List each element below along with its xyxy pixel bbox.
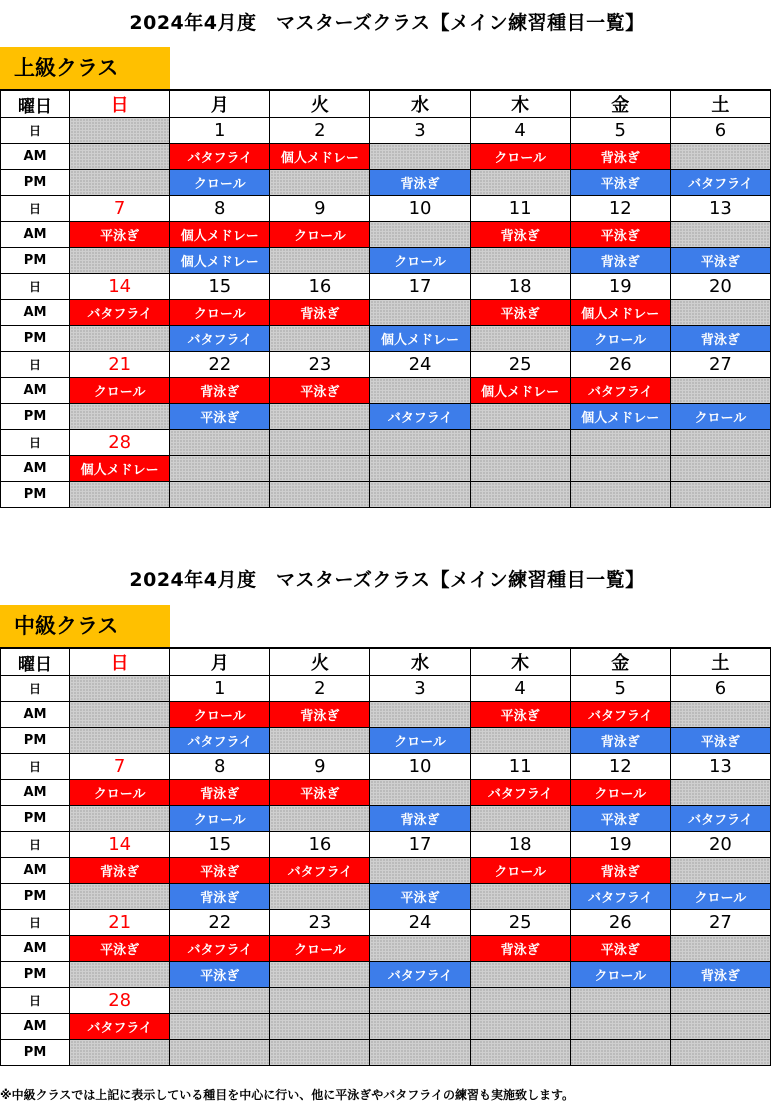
event-cell: バタフライ bbox=[570, 378, 670, 404]
event-cell bbox=[70, 404, 170, 430]
event-cell bbox=[370, 222, 470, 248]
event-cell: バタフライ bbox=[70, 300, 170, 326]
event-cell bbox=[170, 456, 270, 482]
date-row-label: 日 bbox=[1, 754, 70, 780]
weekday-header-label: 曜日 bbox=[1, 90, 70, 118]
event-cell: 平泳ぎ bbox=[370, 884, 470, 910]
date-cell bbox=[670, 430, 770, 456]
footnote: ※中級クラスでは上記に表示している種目を中心に行い、他に平泳ぎやバタフライの練習も実施致します。 bbox=[0, 1088, 574, 1102]
event-cell bbox=[70, 728, 170, 754]
date-cell: 18 bbox=[470, 832, 570, 858]
weekday-header-label: 曜日 bbox=[1, 648, 70, 676]
date-row-label: 日 bbox=[1, 430, 70, 456]
event-cell: クロール bbox=[570, 780, 670, 806]
pm-row-label: PM bbox=[1, 884, 70, 910]
date-cell: 7 bbox=[70, 754, 170, 780]
event-cell bbox=[70, 806, 170, 832]
event-cell bbox=[270, 1014, 370, 1040]
date-cell: 23 bbox=[270, 910, 370, 936]
event-cell bbox=[370, 936, 470, 962]
event-cell bbox=[370, 144, 470, 170]
event-cell bbox=[370, 702, 470, 728]
date-cell: 4 bbox=[470, 676, 570, 702]
date-cell: 7 bbox=[70, 196, 170, 222]
weekday-header: 土 bbox=[670, 90, 770, 118]
date-cell bbox=[170, 988, 270, 1014]
am-row-label: AM bbox=[1, 222, 70, 248]
event-cell bbox=[670, 858, 770, 884]
event-cell bbox=[270, 1040, 370, 1066]
date-cell: 28 bbox=[70, 988, 170, 1014]
date-cell: 4 bbox=[470, 118, 570, 144]
date-cell: 8 bbox=[170, 196, 270, 222]
event-cell bbox=[470, 884, 570, 910]
event-cell: 平泳ぎ bbox=[470, 300, 570, 326]
date-cell: 11 bbox=[470, 196, 570, 222]
date-cell: 19 bbox=[570, 832, 670, 858]
date-cell: 26 bbox=[570, 910, 670, 936]
date-row-label: 日 bbox=[1, 118, 70, 144]
weekday-header: 水 bbox=[370, 648, 470, 676]
date-cell bbox=[270, 988, 370, 1014]
date-row-label: 日 bbox=[1, 196, 70, 222]
event-cell: クロール bbox=[270, 222, 370, 248]
class-badge-intermediate: 中級クラス bbox=[0, 605, 170, 647]
am-row-label: AM bbox=[1, 378, 70, 404]
event-cell: クロール bbox=[170, 806, 270, 832]
weekday-header: 火 bbox=[270, 648, 370, 676]
event-cell: 背泳ぎ bbox=[570, 248, 670, 274]
event-cell: 背泳ぎ bbox=[670, 326, 770, 352]
schedule-table-intermediate bbox=[0, 647, 771, 1066]
date-cell: 9 bbox=[270, 196, 370, 222]
pm-row-label: PM bbox=[1, 248, 70, 274]
date-row-label: 日 bbox=[1, 352, 70, 378]
event-cell bbox=[270, 962, 370, 988]
event-cell: 個人メドレー bbox=[70, 456, 170, 482]
event-cell bbox=[270, 482, 370, 508]
date-cell: 10 bbox=[370, 196, 470, 222]
event-cell: 平泳ぎ bbox=[170, 858, 270, 884]
event-cell: 背泳ぎ bbox=[670, 962, 770, 988]
event-cell bbox=[270, 806, 370, 832]
event-cell bbox=[670, 378, 770, 404]
date-cell: 11 bbox=[470, 754, 570, 780]
date-cell: 3 bbox=[370, 676, 470, 702]
weekday-header: 木 bbox=[470, 90, 570, 118]
event-cell: バタフライ bbox=[70, 1014, 170, 1040]
event-cell: バタフライ bbox=[570, 884, 670, 910]
date-row-label: 日 bbox=[1, 910, 70, 936]
date-cell bbox=[570, 988, 670, 1014]
event-cell bbox=[470, 170, 570, 196]
event-cell: クロール bbox=[370, 248, 470, 274]
date-cell bbox=[370, 988, 470, 1014]
weekday-header: 金 bbox=[570, 648, 670, 676]
event-cell bbox=[70, 170, 170, 196]
event-cell: 個人メドレー bbox=[570, 404, 670, 430]
schedule-table-advanced bbox=[0, 89, 771, 508]
date-cell: 14 bbox=[70, 274, 170, 300]
event-cell: クロール bbox=[470, 144, 570, 170]
date-cell: 8 bbox=[170, 754, 270, 780]
date-cell bbox=[70, 118, 170, 144]
am-row-label: AM bbox=[1, 780, 70, 806]
event-cell bbox=[170, 1014, 270, 1040]
date-cell: 22 bbox=[170, 352, 270, 378]
event-cell: 背泳ぎ bbox=[470, 222, 570, 248]
pm-row-label: PM bbox=[1, 404, 70, 430]
event-cell: 背泳ぎ bbox=[370, 806, 470, 832]
date-cell bbox=[470, 988, 570, 1014]
date-cell: 18 bbox=[470, 274, 570, 300]
event-cell bbox=[670, 1014, 770, 1040]
date-cell: 20 bbox=[670, 832, 770, 858]
event-cell: 平泳ぎ bbox=[170, 962, 270, 988]
date-cell: 16 bbox=[270, 832, 370, 858]
event-cell: 平泳ぎ bbox=[270, 378, 370, 404]
event-cell bbox=[70, 962, 170, 988]
event-cell: クロール bbox=[570, 326, 670, 352]
date-row-label: 日 bbox=[1, 676, 70, 702]
date-cell: 12 bbox=[570, 196, 670, 222]
event-cell: 平泳ぎ bbox=[570, 936, 670, 962]
event-cell bbox=[370, 1040, 470, 1066]
event-cell bbox=[70, 702, 170, 728]
date-cell: 28 bbox=[70, 430, 170, 456]
event-cell: 背泳ぎ bbox=[370, 170, 470, 196]
date-cell: 10 bbox=[370, 754, 470, 780]
date-row-label: 日 bbox=[1, 832, 70, 858]
event-cell: 個人メドレー bbox=[170, 222, 270, 248]
event-cell bbox=[70, 248, 170, 274]
date-cell: 6 bbox=[670, 676, 770, 702]
event-cell: 平泳ぎ bbox=[470, 702, 570, 728]
date-row-label: 日 bbox=[1, 274, 70, 300]
event-cell: 平泳ぎ bbox=[70, 222, 170, 248]
event-cell bbox=[670, 144, 770, 170]
event-cell bbox=[570, 482, 670, 508]
date-cell: 23 bbox=[270, 352, 370, 378]
event-cell bbox=[670, 936, 770, 962]
am-row-label: AM bbox=[1, 1014, 70, 1040]
event-cell bbox=[470, 1014, 570, 1040]
event-cell: クロール bbox=[170, 300, 270, 326]
event-cell: バタフライ bbox=[170, 326, 270, 352]
date-cell bbox=[470, 430, 570, 456]
event-cell: クロール bbox=[670, 884, 770, 910]
page-title-advanced: 2024年4月度 マスターズクラス【メイン練習種目一覧】 bbox=[129, 12, 645, 34]
event-cell: クロール bbox=[170, 702, 270, 728]
event-cell: バタフライ bbox=[270, 858, 370, 884]
event-cell bbox=[670, 702, 770, 728]
event-cell bbox=[270, 404, 370, 430]
event-cell: 平泳ぎ bbox=[270, 780, 370, 806]
event-cell: 平泳ぎ bbox=[670, 728, 770, 754]
pm-row-label: PM bbox=[1, 170, 70, 196]
weekday-header: 日 bbox=[70, 648, 170, 676]
date-cell: 21 bbox=[70, 352, 170, 378]
event-cell bbox=[270, 170, 370, 196]
event-cell bbox=[370, 482, 470, 508]
event-cell: 個人メドレー bbox=[170, 248, 270, 274]
event-cell: 背泳ぎ bbox=[170, 884, 270, 910]
event-cell: クロール bbox=[70, 378, 170, 404]
date-cell: 17 bbox=[370, 832, 470, 858]
event-cell bbox=[670, 482, 770, 508]
event-cell: バタフライ bbox=[670, 170, 770, 196]
event-cell bbox=[370, 858, 470, 884]
event-cell bbox=[670, 300, 770, 326]
date-cell: 12 bbox=[570, 754, 670, 780]
event-cell bbox=[270, 456, 370, 482]
event-cell: 個人メドレー bbox=[370, 326, 470, 352]
event-cell: クロール bbox=[370, 728, 470, 754]
date-cell: 1 bbox=[170, 676, 270, 702]
event-cell: 背泳ぎ bbox=[570, 144, 670, 170]
date-cell: 25 bbox=[470, 352, 570, 378]
am-row-label: AM bbox=[1, 858, 70, 884]
event-cell bbox=[670, 456, 770, 482]
date-cell: 9 bbox=[270, 754, 370, 780]
event-cell: バタフライ bbox=[370, 404, 470, 430]
date-cell: 19 bbox=[570, 274, 670, 300]
event-cell: 平泳ぎ bbox=[570, 170, 670, 196]
date-cell: 24 bbox=[370, 910, 470, 936]
event-cell: 平泳ぎ bbox=[70, 936, 170, 962]
event-cell: 個人メドレー bbox=[570, 300, 670, 326]
date-cell: 3 bbox=[370, 118, 470, 144]
event-cell bbox=[370, 378, 470, 404]
date-cell bbox=[270, 430, 370, 456]
date-cell: 5 bbox=[570, 118, 670, 144]
class-badge-advanced: 上級クラス bbox=[0, 47, 170, 89]
event-cell bbox=[370, 780, 470, 806]
pm-row-label: PM bbox=[1, 962, 70, 988]
date-cell: 21 bbox=[70, 910, 170, 936]
date-cell: 25 bbox=[470, 910, 570, 936]
date-cell: 27 bbox=[670, 352, 770, 378]
event-cell bbox=[470, 482, 570, 508]
event-cell bbox=[170, 482, 270, 508]
date-cell: 15 bbox=[170, 832, 270, 858]
event-cell bbox=[470, 1040, 570, 1066]
date-cell bbox=[570, 430, 670, 456]
event-cell: バタフライ bbox=[370, 962, 470, 988]
date-cell: 2 bbox=[270, 676, 370, 702]
pm-row-label: PM bbox=[1, 326, 70, 352]
pm-row-label: PM bbox=[1, 728, 70, 754]
event-cell: 背泳ぎ bbox=[70, 858, 170, 884]
pm-row-label: PM bbox=[1, 482, 70, 508]
event-cell: 背泳ぎ bbox=[570, 728, 670, 754]
event-cell: バタフライ bbox=[570, 702, 670, 728]
event-cell bbox=[670, 222, 770, 248]
event-cell: 背泳ぎ bbox=[470, 936, 570, 962]
event-cell bbox=[370, 456, 470, 482]
event-cell: 背泳ぎ bbox=[270, 702, 370, 728]
weekday-header: 火 bbox=[270, 90, 370, 118]
weekday-header: 水 bbox=[370, 90, 470, 118]
event-cell: 背泳ぎ bbox=[170, 378, 270, 404]
event-cell bbox=[70, 144, 170, 170]
date-cell: 26 bbox=[570, 352, 670, 378]
am-row-label: AM bbox=[1, 936, 70, 962]
event-cell: 平泳ぎ bbox=[570, 222, 670, 248]
event-cell bbox=[570, 1040, 670, 1066]
event-cell: 個人メドレー bbox=[470, 378, 570, 404]
date-cell: 2 bbox=[270, 118, 370, 144]
date-cell: 16 bbox=[270, 274, 370, 300]
weekday-header: 月 bbox=[170, 90, 270, 118]
weekday-header: 金 bbox=[570, 90, 670, 118]
event-cell bbox=[470, 248, 570, 274]
event-cell bbox=[370, 1014, 470, 1040]
pm-row-label: PM bbox=[1, 1040, 70, 1066]
event-cell bbox=[70, 1040, 170, 1066]
event-cell bbox=[470, 806, 570, 832]
event-cell: クロール bbox=[170, 170, 270, 196]
event-cell: バタフライ bbox=[670, 806, 770, 832]
event-cell bbox=[470, 326, 570, 352]
date-cell: 17 bbox=[370, 274, 470, 300]
event-cell: 平泳ぎ bbox=[670, 248, 770, 274]
event-cell bbox=[570, 456, 670, 482]
date-cell: 6 bbox=[670, 118, 770, 144]
page-title-intermediate: 2024年4月度 マスターズクラス【メイン練習種目一覧】 bbox=[129, 569, 645, 591]
event-cell bbox=[270, 248, 370, 274]
date-cell: 13 bbox=[670, 754, 770, 780]
event-cell: クロール bbox=[670, 404, 770, 430]
event-cell bbox=[570, 1014, 670, 1040]
event-cell bbox=[470, 728, 570, 754]
date-cell: 5 bbox=[570, 676, 670, 702]
event-cell: 背泳ぎ bbox=[170, 780, 270, 806]
pm-row-label: PM bbox=[1, 806, 70, 832]
date-cell: 15 bbox=[170, 274, 270, 300]
event-cell: 背泳ぎ bbox=[570, 858, 670, 884]
event-cell bbox=[70, 482, 170, 508]
date-cell bbox=[170, 430, 270, 456]
event-cell bbox=[670, 1040, 770, 1066]
event-cell: バタフライ bbox=[470, 780, 570, 806]
am-row-label: AM bbox=[1, 702, 70, 728]
event-cell: クロール bbox=[70, 780, 170, 806]
event-cell: 個人メドレー bbox=[270, 144, 370, 170]
weekday-header: 日 bbox=[70, 90, 170, 118]
event-cell: 平泳ぎ bbox=[170, 404, 270, 430]
date-cell: 14 bbox=[70, 832, 170, 858]
date-row-label: 日 bbox=[1, 988, 70, 1014]
am-row-label: AM bbox=[1, 456, 70, 482]
event-cell bbox=[670, 780, 770, 806]
weekday-header: 月 bbox=[170, 648, 270, 676]
event-cell bbox=[370, 300, 470, 326]
date-cell: 1 bbox=[170, 118, 270, 144]
event-cell: 背泳ぎ bbox=[270, 300, 370, 326]
event-cell: クロール bbox=[570, 962, 670, 988]
weekday-header: 木 bbox=[470, 648, 570, 676]
event-cell: クロール bbox=[270, 936, 370, 962]
date-cell: 22 bbox=[170, 910, 270, 936]
date-cell: 20 bbox=[670, 274, 770, 300]
am-row-label: AM bbox=[1, 144, 70, 170]
event-cell bbox=[170, 1040, 270, 1066]
date-cell bbox=[70, 676, 170, 702]
date-cell: 13 bbox=[670, 196, 770, 222]
event-cell bbox=[70, 884, 170, 910]
date-cell bbox=[670, 988, 770, 1014]
event-cell: バタフライ bbox=[170, 144, 270, 170]
event-cell bbox=[470, 962, 570, 988]
event-cell: クロール bbox=[470, 858, 570, 884]
event-cell bbox=[270, 326, 370, 352]
event-cell bbox=[270, 884, 370, 910]
date-cell: 24 bbox=[370, 352, 470, 378]
event-cell: バタフライ bbox=[170, 728, 270, 754]
date-cell bbox=[370, 430, 470, 456]
event-cell bbox=[70, 326, 170, 352]
date-cell: 27 bbox=[670, 910, 770, 936]
event-cell bbox=[470, 456, 570, 482]
event-cell: 平泳ぎ bbox=[570, 806, 670, 832]
event-cell bbox=[470, 404, 570, 430]
weekday-header: 土 bbox=[670, 648, 770, 676]
am-row-label: AM bbox=[1, 300, 70, 326]
event-cell bbox=[270, 728, 370, 754]
event-cell: バタフライ bbox=[170, 936, 270, 962]
